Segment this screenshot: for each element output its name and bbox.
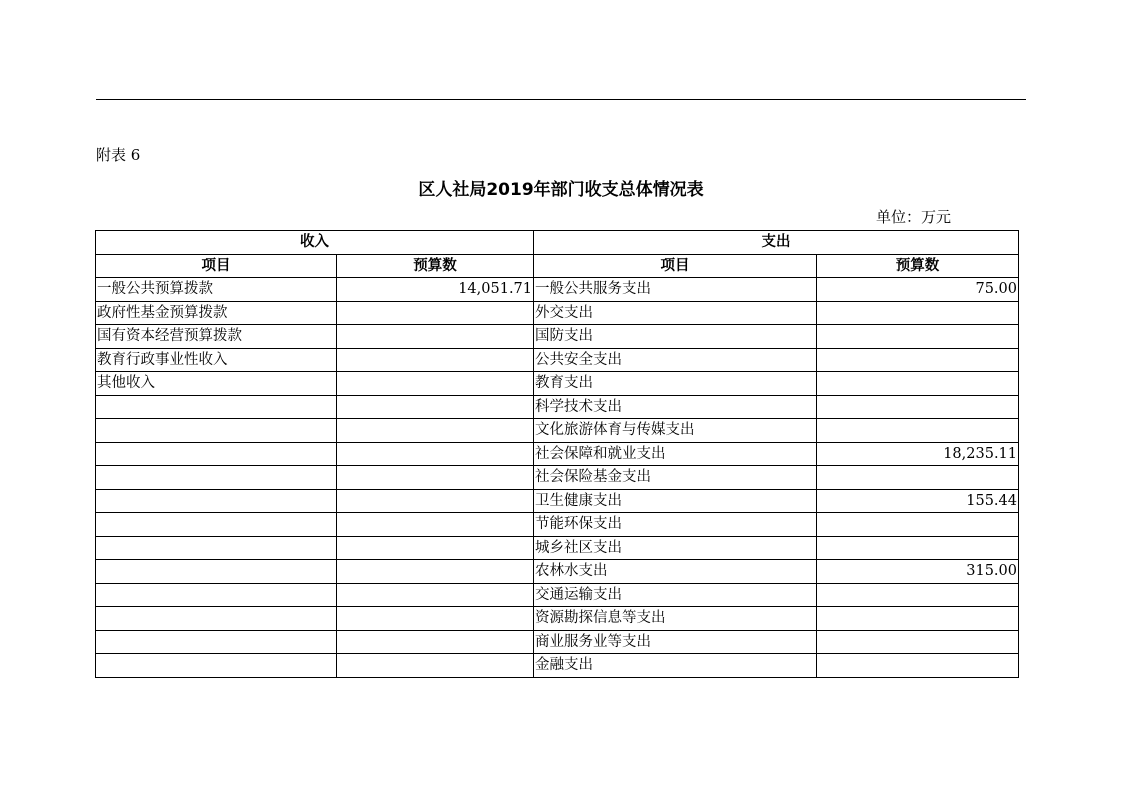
document-title: 区人社局2019年部门收支总体情况表	[418, 180, 704, 200]
income-item-cell: 教育行政事业性收入	[96, 348, 337, 372]
table-row	[96, 513, 1019, 537]
expenditure-item-cell: 社会保障和就业支出	[534, 442, 817, 466]
income-budget-cell	[337, 489, 534, 513]
expenditure-budget-cell: 75.00	[817, 278, 1019, 302]
expenditure-item-cell: 一般公共服务支出	[534, 278, 817, 302]
expenditure-budget-cell	[817, 372, 1019, 396]
income-item-cell	[96, 513, 337, 537]
income-item-cell	[96, 395, 337, 419]
expenditure-budget-cell	[817, 466, 1019, 490]
header-rule	[96, 99, 1026, 100]
income-budget-cell	[337, 583, 534, 607]
table-row	[96, 654, 1019, 678]
expenditure-item-cell: 教育支出	[534, 372, 817, 396]
expenditure-item-cell: 农林水支出	[534, 560, 817, 584]
income-budget-cell	[337, 654, 534, 678]
expenditure-item-cell: 文化旅游体育与传媒支出	[534, 419, 817, 443]
expenditure-budget-cell	[817, 395, 1019, 419]
expenditure-budget-cell	[817, 513, 1019, 537]
income-item-header: 项目	[96, 254, 337, 278]
expenditure-item-cell: 公共安全支出	[534, 348, 817, 372]
expenditure-item-cell: 交通运输支出	[534, 583, 817, 607]
table-row	[96, 372, 1019, 396]
expenditure-budget-cell	[817, 301, 1019, 325]
income-budget-cell	[337, 513, 534, 537]
income-item-cell	[96, 536, 337, 560]
income-budget-cell	[337, 466, 534, 490]
expenditure-budget-cell	[817, 348, 1019, 372]
income-section-header: 收入	[96, 231, 534, 255]
income-item-cell	[96, 466, 337, 490]
table-row	[96, 442, 1019, 466]
expenditure-budget-cell	[817, 607, 1019, 631]
income-item-cell	[96, 607, 337, 631]
income-item-cell	[96, 654, 337, 678]
income-budget-cell	[337, 301, 534, 325]
table-row	[96, 395, 1019, 419]
expenditure-budget-cell	[817, 325, 1019, 349]
table-row	[96, 278, 1019, 302]
income-item-cell	[96, 583, 337, 607]
income-budget-cell	[337, 607, 534, 631]
table-row	[96, 489, 1019, 513]
expenditure-budget-header: 预算数	[817, 254, 1019, 278]
income-budget-cell	[337, 395, 534, 419]
table-row	[96, 301, 1019, 325]
income-item-cell	[96, 560, 337, 584]
expenditure-budget-cell	[817, 654, 1019, 678]
table-row	[96, 536, 1019, 560]
income-budget-cell	[337, 560, 534, 584]
expenditure-item-cell: 外交支出	[534, 301, 817, 325]
table-row	[96, 348, 1019, 372]
income-item-cell	[96, 442, 337, 466]
section-header-row	[96, 231, 1019, 255]
income-item-cell	[96, 419, 337, 443]
income-budget-cell	[337, 325, 534, 349]
expenditure-budget-cell	[817, 536, 1019, 560]
attachment-label: 附表 6	[96, 146, 141, 164]
income-item-cell	[96, 630, 337, 654]
income-budget-cell	[337, 348, 534, 372]
expenditure-budget-cell: 18,235.11	[817, 442, 1019, 466]
income-budget-cell	[337, 536, 534, 560]
expenditure-item-cell: 资源勘探信息等支出	[534, 607, 817, 631]
expenditure-budget-cell	[817, 630, 1019, 654]
income-budget-cell	[337, 372, 534, 396]
income-item-cell: 其他收入	[96, 372, 337, 396]
expenditure-item-cell: 社会保险基金支出	[534, 466, 817, 490]
expenditure-budget-cell: 315.00	[817, 560, 1019, 584]
table-row	[96, 466, 1019, 490]
table-row	[96, 630, 1019, 654]
budget-table	[95, 230, 1019, 678]
table-row	[96, 583, 1019, 607]
income-item-cell	[96, 489, 337, 513]
expenditure-item-cell: 城乡社区支出	[534, 536, 817, 560]
expenditure-item-header: 项目	[534, 254, 817, 278]
income-budget-cell: 14,051.71	[337, 278, 534, 302]
expenditure-item-cell: 国防支出	[534, 325, 817, 349]
column-header-row	[96, 254, 1019, 278]
income-budget-cell	[337, 419, 534, 443]
income-item-cell: 国有资本经营预算拨款	[96, 325, 337, 349]
income-budget-cell	[337, 442, 534, 466]
expenditure-section-header: 支出	[534, 231, 1019, 255]
expenditure-budget-cell	[817, 583, 1019, 607]
expenditure-budget-cell	[817, 419, 1019, 443]
income-budget-header: 预算数	[337, 254, 534, 278]
table-body	[96, 278, 1019, 678]
table-row	[96, 419, 1019, 443]
expenditure-item-cell: 科学技术支出	[534, 395, 817, 419]
income-budget-cell	[337, 630, 534, 654]
income-item-cell: 一般公共预算拨款	[96, 278, 337, 302]
table-row	[96, 560, 1019, 584]
expenditure-item-cell: 金融支出	[534, 654, 817, 678]
expenditure-item-cell: 节能环保支出	[534, 513, 817, 537]
unit-label: 单位：万元	[876, 208, 952, 226]
income-item-cell: 政府性基金预算拨款	[96, 301, 337, 325]
expenditure-item-cell: 商业服务业等支出	[534, 630, 817, 654]
expenditure-budget-cell: 155.44	[817, 489, 1019, 513]
table-row	[96, 607, 1019, 631]
table-row	[96, 325, 1019, 349]
expenditure-item-cell: 卫生健康支出	[534, 489, 817, 513]
